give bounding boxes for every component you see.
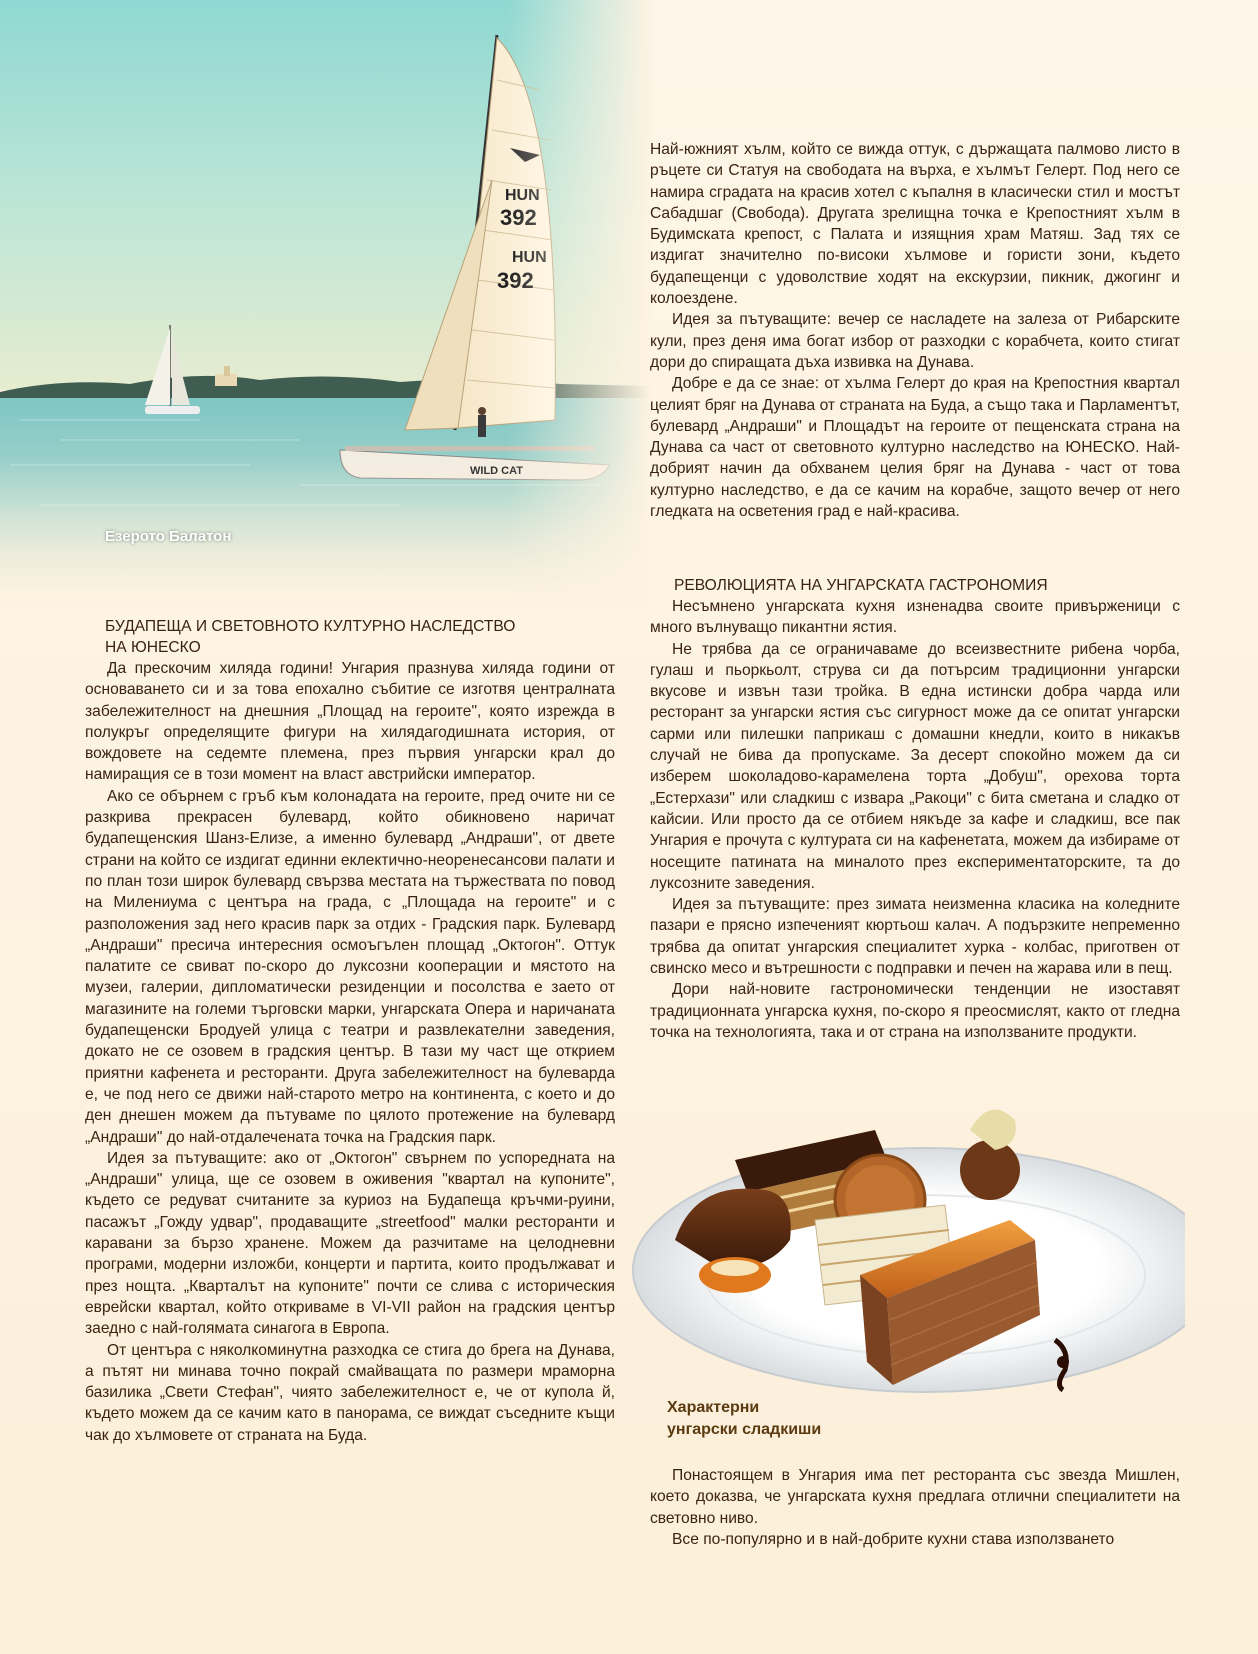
section-heading-unesco <box>85 616 615 658</box>
paragraph: Ако се обърнем с гръб към колонадата на героите, пред очите ни се разкрива прекрасен булевард, който обикновено наричат будапещенския Шанз-Елизе, а именно булевард „Андраши", от двете страни на който се издигат единни еклектично-неоренесансови палати и по план този широк булевард свързва местата на тържествата по повод на Милениума с центъра на града, с „Площада на героите" и с разположения зад него красив парк за отдих - Градския парк. Булевард „Андраши" пресича интересния осмоъгълен площад „Октогон". Оттук палатите се свиват по-скоро до луксозни кооперации и мястото на музеи, галерии, дипломатически резиденции и посолства е заето от магазините на големи търговски марки, унгарската Опера и наричаната будапещенски Бродуей улица с театри и развлекателни заведения, докато не се озовем в градския център. В тази му част ще открием приятни кафенета и ресторанти. Друга забележителност на булеварда е, че под него се движи най-старото метро на континента, с което и до ден днешен можем да пътуваме по цялото протежение на булевард „Андраши" до най-отдалечената точка на Градския парк. <box>85 787 615 1146</box>
paragraph: Дори най-новите гастрономически тенденции не изоставят традиционната унгарска кухня, по-скоро я преосмислят, както от гледна точка на технологията, така и от страна на използваните продукти. <box>650 981 1180 1041</box>
hungarian-desserts-photo <box>625 1100 1185 1400</box>
paragraph: Идея за пътуващите: през зимата неизменна класика на коледните пазари е прясно изпеченият кюртьош калач. А подързките непременно трябва да опитат унгарския специалитет хурка - колбас, приготвен от свинско месо и вътрешности с подправки и печен на жарава или в пещ. <box>650 896 1180 978</box>
paragraph: Най-южният хълм, който се вижда оттук, с държащата палмово листо в ръцете си Статуя на свободата на върха, е хълмът Гелерт. Под него се намира сградата на красив хотел с къпалня в класически стил и мостът Сабадшаг (Свобода). Другата зрелищна точка е Крепостният хълм в Будимската крепост, с Палата и изящния храм Матяш. Зад тях се издигат значително по-високи хълмове и гористи зони, където будапещенци с удоволствие ходят на екскурзии, пикник, джогинг и колоездене. <box>650 141 1180 308</box>
right-article-column-bottom <box>650 1465 1180 1550</box>
paragraph: Несъмнено унгарската кухня изненадва своите привърженици с много вълнуващо пикантни ястия. <box>650 598 1180 637</box>
right-article-column-top <box>650 139 1180 522</box>
lake-balaton-photo <box>0 0 650 610</box>
paragraph: Идея за пътуващите: вечер се насладете на залеза от Рибарските кули, през деня има богат избор от разходки с корабчета, които стигат дори до спиращата дъха извивка на Дунава. <box>650 311 1180 371</box>
heading-line: БУДАПЕЩА И СВЕТОВНОТО КУЛТУРНО НАСЛЕДСТВО <box>105 618 516 635</box>
caption-line: Характерни <box>667 1399 760 1416</box>
photo-caption: Езерото Балатон <box>105 528 232 545</box>
paragraph: Идея за пътуващите: ако от „Октогон" свърнем по успоредната на „Андраши" улица, ще се озовем в оживения "квартал на купоните", където се редуват считаните за куриоз на Будапеща кръчми-руини, пасажът „Гожду удвар", продаващите „streetfood" малки ресторанти и каравани за бързо хранене. Можем да разчитаме на целодневни програми, модерни изложби, концерти и партита, които продължават и през нощта. „Кварталът на купоните" почти се слива с историческия еврейски квартал, който откриваме в VI-VII район на градския център заедно с най-голямата синагога в Европа. <box>85 1149 615 1338</box>
paragraph: Добре е да се знае: от хълма Гелерт до края на Крепостния квартал целият бряг на Дунава от страната на Буда, а също така и Парламентът, булевард „Андраши" и Площадът на героите от пещенската страна на Дунава са част от световното културно наследство на ЮНЕСКО. Най-добрият начин да обхванем целия бряг на Дунава - част от това културно наследство, е да се качим на корабче, защото вечер от него гледката на осветения град е най-красива. <box>650 375 1180 521</box>
chocolate-truffle <box>960 1140 1020 1200</box>
paragraph: Да прескочим хиляда години! Унгария празнува хиляда години от основаването си и за това епохално събитие се изготвя централната забележителност на днешния „Площад на героите", която изрежда в полукръг определящите фигури на хилядагодишната история, от вождовете на седемте племена, през първия унгарски крал до намиращия се в този момент на власт австрийски император. <box>85 660 615 784</box>
section-heading-gastronomy: РЕВОЛЮЦИЯТА НА УНГАРСКАТА ГАСТРОНОМИЯ <box>674 577 1048 594</box>
caption-line: унгарски сладкиши <box>667 1421 822 1438</box>
right-article-column-gastronomy <box>650 575 1180 1043</box>
paragraph: Не трябва да се ограничаваме до всеизвестните рибена чорба, гулаш и пьоркьолт, струва си да потърсим традиционни унгарски вкусове и извън тази тройка. В една истински добра чарда или ресторант за унгарски ястия със сигурност може да се опитат унгарски сарми или пилешки паприкаш с домашни кнедли, които в никакъв случай не бива да пропускаме. За десерт спокойно можем да си изберем шоколадово-карамелена торта „Добуш", орехова торта „Естерхази" или сладкиш с извара „Ракоци" с бита сметана и сладко от кайсии. Или просто да се отбием някъде за кафе и сладкиш, все пак Унгария е прочута с културата си на кафенетата, можем да избираме от носещите патината на миналото през експериментаторските, та до луксозните заведения. <box>650 640 1180 892</box>
left-article-column <box>85 616 615 1446</box>
paragraph: Все по-популярно и в най-добрите кухни става използването <box>672 1530 1115 1548</box>
paragraph: Понастоящем в Унгария има пет ресторанта със звезда Мишлен, което доказва, че унгарската кухня предлага отлични специалитети на световно ниво. <box>650 1467 1180 1527</box>
heading-line: НА ЮНЕСКО <box>105 639 201 656</box>
paragraph: От центъра с няколкоминутна разходка се стига до брега на Дунава, а пътят ни минава точно покрай смайващата по размери мраморна базилика „Свети Стефан", чиято забележителност е, че от купола й, където можем да се качим като в панорама, се виждат съседните къщи чак до хълмовете от страната на Буда. <box>85 1341 615 1444</box>
dessert-photo-caption <box>667 1397 821 1441</box>
